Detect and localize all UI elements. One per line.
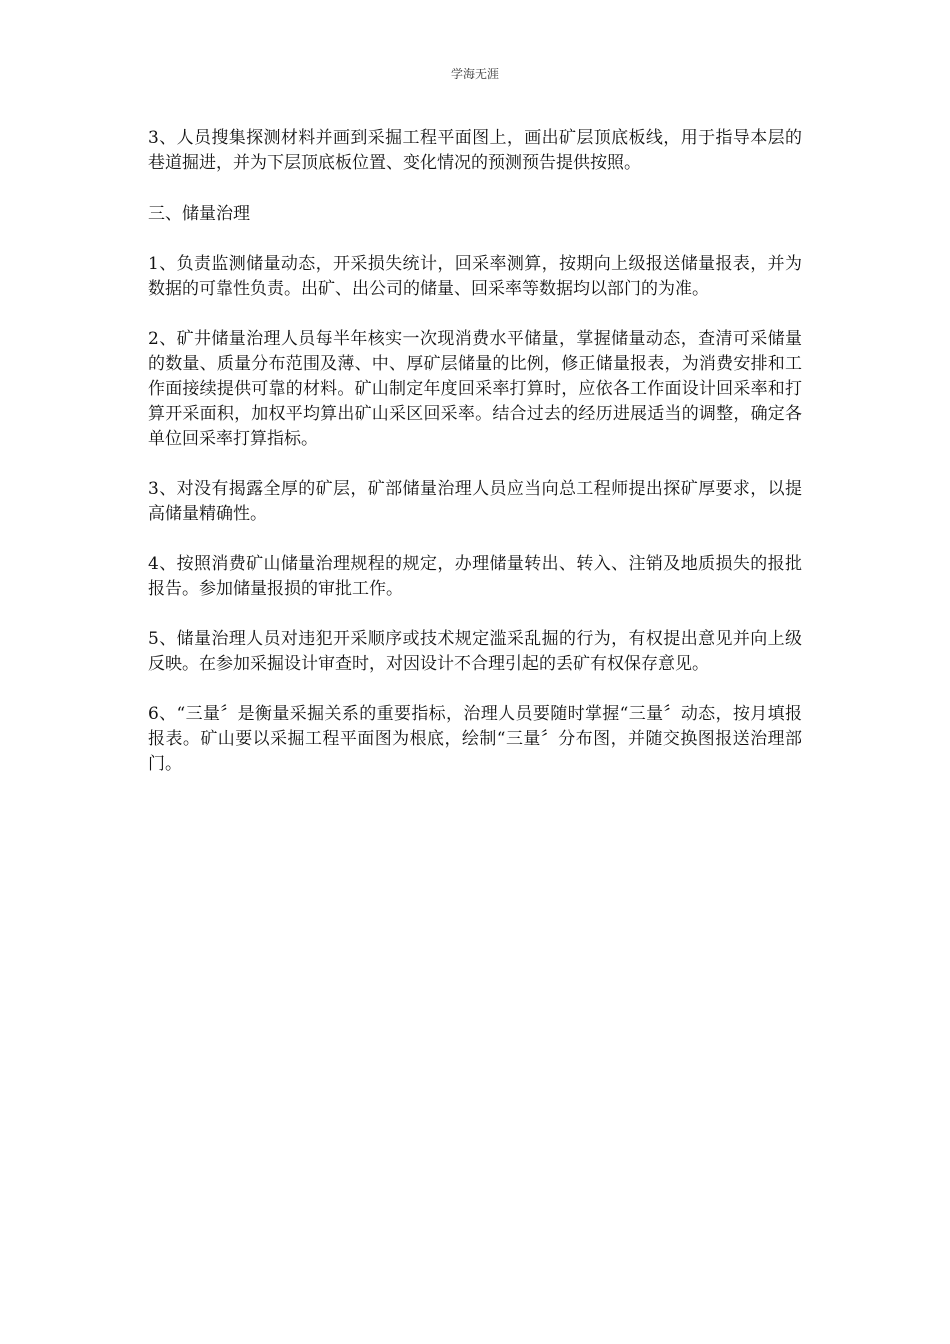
paragraph-item-6-three-quantities: 6、“三量〞是衡量采掘关系的重要指标，治理人员要随时掌握“三量〞动态，按月填报报表。矿山要以采掘工程平面图为根底，绘制“三量〞分布图，并随交换图报送治理部门。 [148,704,802,774]
paragraph-item-1-monitoring: 1、负责监测储量动态，开采损失统计，回采率测算，按期向上级报送储量报表，并为数据的可靠性负责。出矿、出公司的储量、回采率等数据均以部门的为准。 [148,254,802,299]
section-heading-reserve-management: 三、储量治理 [148,204,250,224]
paragraph-item-2-verification: 2、矿井储量治理人员每半年核实一次现消费水平储量，掌握储量动态，查清可采储量的数量、质量分布范围及薄、中、厚矿层储量的比例，修正储量报表，为消费安排和工作面接续提供可靠的材料。矿山制定年度回采率打算时，应依各工作面设计回采率和打算开采面积，加权平均算出矿山采区回采率。结合过去的经历进展适当的调整，确定各单位回采率打算指标。 [148,329,802,449]
paragraph-item-3-exploration: 3、对没有揭露全厚的矿层，矿部储量治理人员应当向总工程师提出探矿厚要求，以提高储量精确性。 [148,479,802,524]
paragraph-item-3-survey: 3、人员搜集探测材料并画到采掘工程平面图上，画出矿层顶底板线，用于指导本层的巷道掘进，并为下层顶底板位置、变化情况的预测预告提供按照。 [148,128,802,173]
document-body [148,126,802,802]
page-header: 学海无涯 [450,67,499,81]
paragraph-item-4-reporting: 4、按照消费矿山储量治理规程的规定，办理储量转出、转入、注销及地质损失的报批报告。参加储量报损的审批工作。 [148,554,802,599]
paragraph-item-5-oversight: 5、储量治理人员对违犯开采顺序或技术规定滥采乱掘的行为，有权提出意见并向上级反映。在参加采掘设计审查时，对因设计不合理引起的丢矿有权保存意见。 [148,629,802,674]
